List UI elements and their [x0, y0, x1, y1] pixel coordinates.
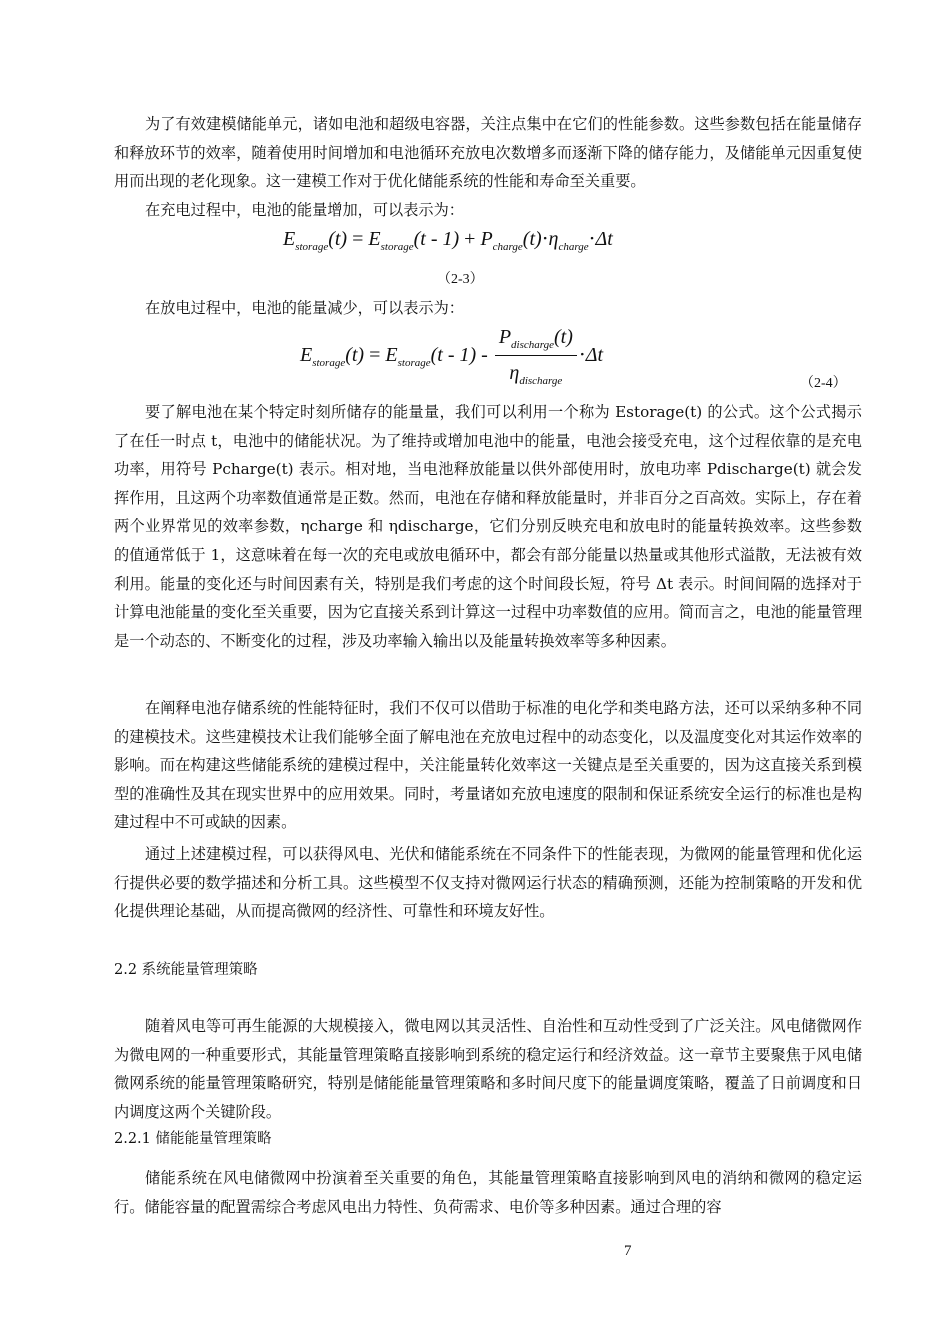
equation-2-4: $E_{storage}(t) = E_{storage}(t - 1)$ - $\frac{P_{discharge}(t)}{\eta_{discharge}}$ ⋅Δt [300, 326, 604, 387]
paragraph-storage-formula-explanation: 要了解电池在某个特定时刻所储存的能量量，我们可以利用一个称为 Estorage(t) 的公式。这个公式揭示了在任一时点 t，电池中的储能状况。为了维持或增加电池中的能量，电池会接受充电，这个过程依靠的是充电功率，用符号 Pcharge(t) 表示。相对地，当电池释放能量以供外部使用时，放电功率 Pdischarge(t) 就会发挥作用，且这两个功率数值通常是正数。然而，电池在存储和释放能量时，并非百分之百高效。实际上，存在着两个业界常见的效率参数，ηcharge 和 ηdischarge，它们分别反映充电和放电时的能量转换效率。这些参数的值通常低于 1，这意味着在每一次的充电或放电循环中，都会有部分能量以热量或其他形式溢散，无法被有效利用。能量的变化还与时间因素有关，特别是我们考虑的这个时间段长短，符号 Δt 表示。时间间隔的选择对于计算电池能量的变化至关重要，因为它直接关系到计算这一过程中功率数值的应用。简而言之，电池的能量管理是一个动态的、不断变化的过程，涉及功率输入输出以及能量转换效率等多种因素。 [114, 403, 862, 650]
paragraph-battery-modeling-techniques: 在阐释电池存储系统的性能特征时，我们不仅可以借助于标准的电化学和类电路方法，还可以采纳多种不同的建模技术。这些建模技术让我们能够全面了解电池在充放电过程中的动态变化，以及温度变化对其运作效率的影响。而在构建这些储能系统的建模过程中，关注能量转化效率这一关键点是至关重要的，因为这直接关系到模型的准确性及其在现实世界中的应用效果。同时，考量诸如充放电速度的限制和保证系统安全运行的标准也是构建过程中不可或缺的因素。 [114, 699, 862, 832]
paragraph-discharging-intro: 在放电过程中，电池的能量减少，可以表示为： [145, 299, 464, 317]
paragraph-microgrid-intro: 随着风电等可再生能源的大规模接入，微电网以其灵活性、自治性和互动性受到了广泛关注。风电储微网作为微电网的一种重要形式，其能量管理策略直接影响到系统的稳定运行和经济效益。这一章节主要聚焦于风电储微网系统的能量管理策略研究，特别是储能能量管理策略和多时间尺度下的能量调度策略，覆盖了日前调度和日内调度这两个关键阶段。 [114, 1017, 862, 1121]
paragraph-energy-storage-modeling: 为了有效建模储能单元，诸如电池和超级电容器，关注点集中在它们的性能参数。这些参数包括在能量储存和释放环节的效率，随着使用时间增加和电池循环充放电次数增多而逐渐下降的储存能力，及储能单元因重复使用而出现的老化现象。这一建模工作对于优化储能系统的性能和寿命至关重要。 [114, 115, 862, 191]
paragraph-modeling-summary: 通过上述建模过程，可以获得风电、光伏和储能系统在不同条件下的性能表现，为微网的能量管理和优化运行提供必要的数学描述和分析工具。这些模型不仅支持对微网运行状态的精确预测，还能为控制策略的开发和优化提供理论基础，从而提高微网的经济性、可靠性和环境友好性。 [114, 845, 862, 921]
section-heading-2-2-1: 2.2.1 储能能量管理策略 [114, 1131, 272, 1147]
equation-number-2-4: （2-4） [800, 376, 847, 391]
paragraph-charging-intro: 在充电过程中，电池的能量增加，可以表示为： [145, 201, 464, 219]
equation-number-2-3: （2-3） [437, 272, 484, 287]
equation-2-4-fraction: $\frac{P_{discharge}(t)}{\eta_{discharge}}$ [495, 326, 577, 387]
page-number: 7 [624, 1243, 632, 1259]
equation-2-3: $E_{storage}(t) = E_{storage}(t - 1) + P_{charge}(t)\cdot\eta_{charge}\cdot\Delta t$ [283, 228, 613, 253]
paragraph-storage-strategy: 储能系统在风电储微网中扮演着至关重要的角色，其能量管理策略直接影响到风电的消纳和微网的稳定运行。储能容量的配置需综合考虑风电出力特性、负荷需求、电价等多种因素。通过合理的容 [114, 1169, 862, 1216]
section-heading-2-2: 2.2 系统能量管理策略 [114, 962, 258, 978]
